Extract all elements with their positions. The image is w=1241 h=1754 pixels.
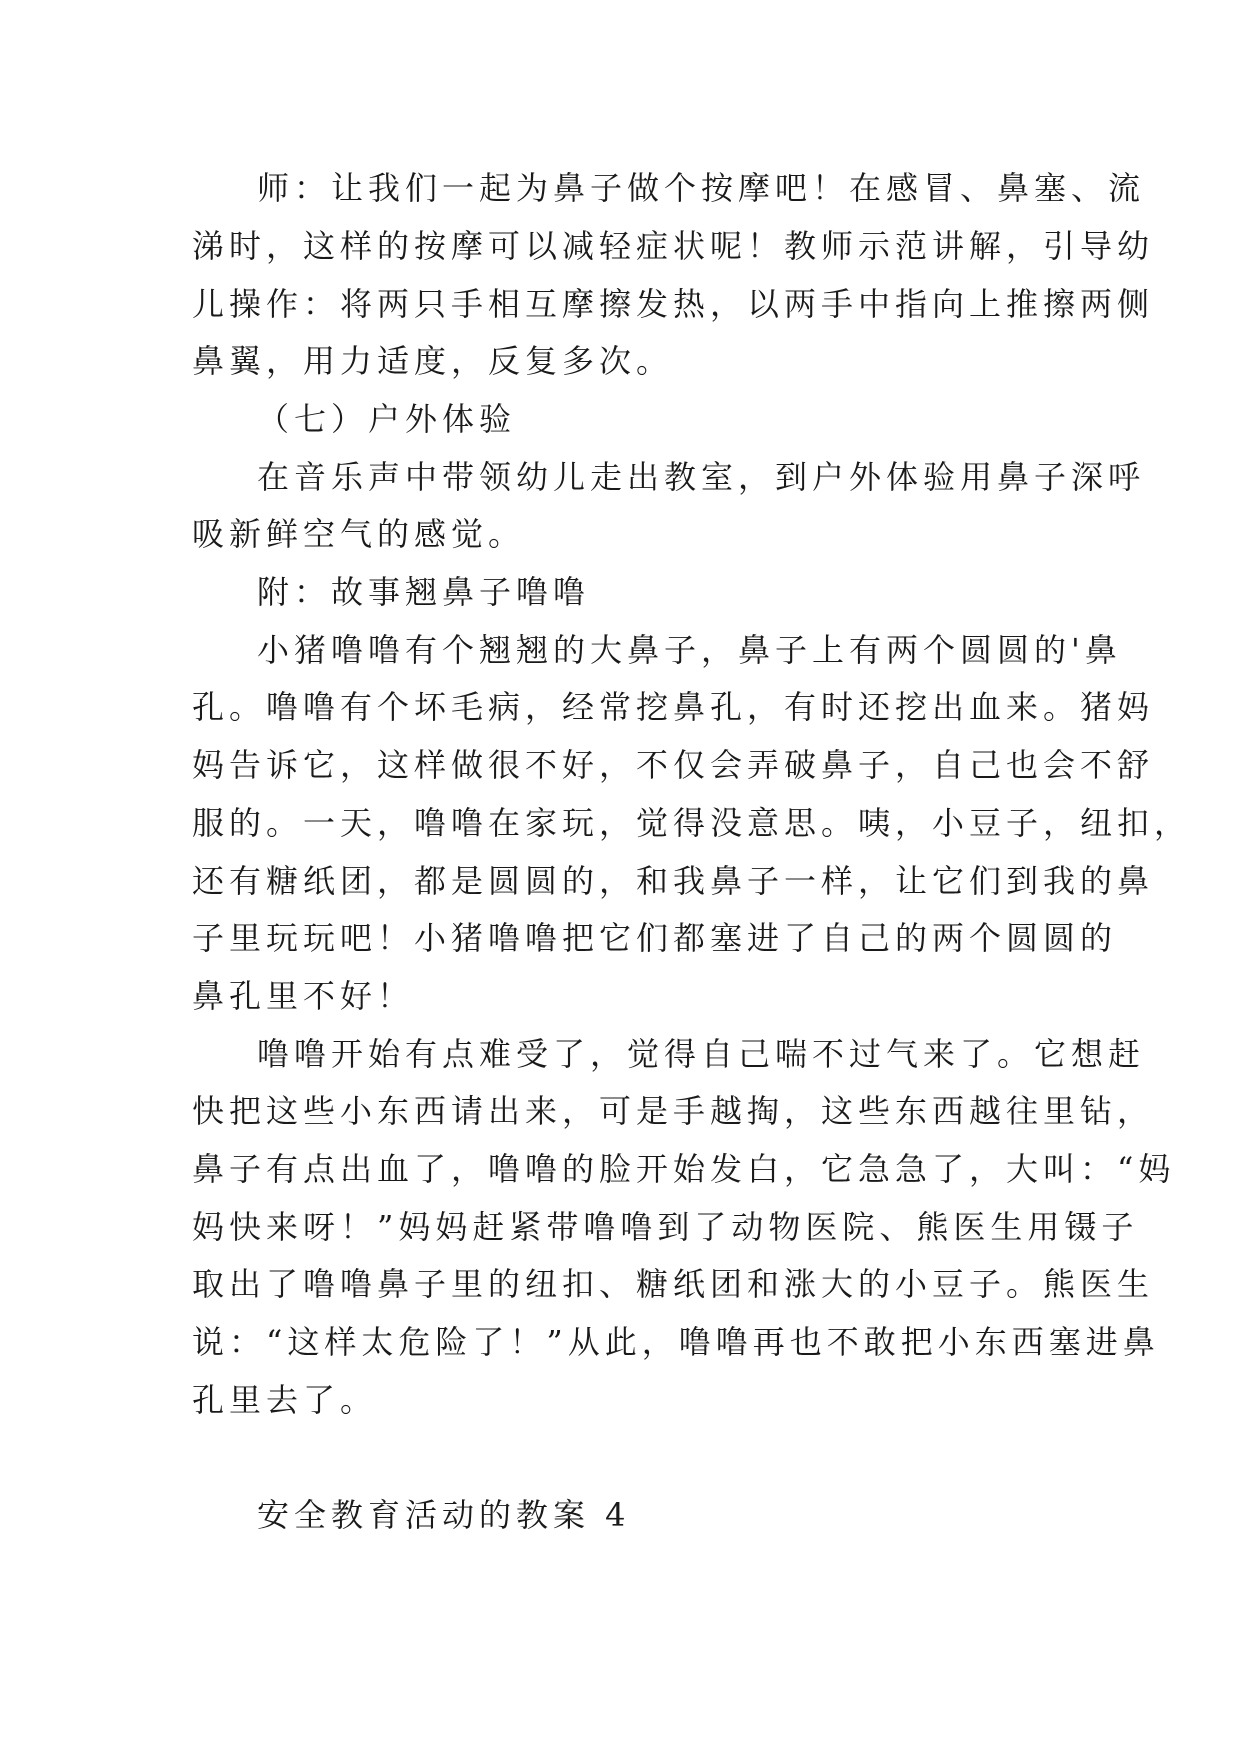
paragraph-line: 子里玩玩吧！小猪噜噜把它们都塞进了自己的两个圆圆的 — [192, 919, 1118, 957]
paragraph-line: 说：“这样太危险了！”从此，噜噜再也不敢把小东西塞进鼻 — [192, 1323, 1160, 1361]
paragraph-line: 快把这些小东西请出来，可是手越掏，这些东西越往里钻， — [192, 1092, 1155, 1130]
paragraph-line: 在音乐声中带领幼儿走出教室，到户外体验用鼻子深呼 — [257, 458, 1146, 496]
paragraph-line: 师：让我们一起为鼻子做个按摩吧！在感冒、鼻塞、流 — [257, 169, 1146, 207]
paragraph-line: 取出了噜噜鼻子里的纽扣、糖纸团和涨大的小豆子。熊医生 — [192, 1265, 1155, 1303]
paragraph-line: 还有糖纸团，都是圆圆的，和我鼻子一样，让它们到我的鼻 — [192, 862, 1155, 900]
section-heading: （七）户外体验 — [257, 400, 517, 438]
paragraph-line: 涕时，这样的按摩可以减轻症状呢！教师示范讲解，引导幼 — [192, 227, 1155, 265]
paragraph-line: 噜噜开始有点难受了，觉得自己喘不过气来了。它想赶 — [257, 1035, 1146, 1073]
paragraph-line: 孔里去了。 — [192, 1381, 378, 1419]
paragraph-line: 儿操作：将两只手相互摩擦发热，以两手中指向上推擦两侧 — [192, 285, 1155, 323]
paragraph-line: 妈告诉它，这样做很不好，不仅会弄破鼻子，自己也会不舒 — [192, 746, 1155, 784]
paragraph-line: 妈快来呀！”妈妈赶紧带噜噜到了动物医院、熊医生用镊子 — [192, 1208, 1139, 1246]
story-title: 附：故事翘鼻子噜噜 — [257, 573, 591, 611]
paragraph-line: 服的。一天，噜噜在家玩，觉得没意思。咦，小豆子，纽扣， — [192, 804, 1192, 842]
paragraph-line: 孔。噜噜有个坏毛病，经常挖鼻孔，有时还挖出血来。猪妈 — [192, 688, 1155, 726]
paragraph-line: 鼻翼，用力适度，反复多次。 — [192, 342, 674, 380]
paragraph-line: 鼻子有点出血了，噜噜的脸开始发白，它急急了，大叫：“妈 — [192, 1150, 1176, 1188]
section-heading: 安全教育活动的教案 4 — [257, 1496, 631, 1534]
paragraph-line: 鼻孔里不好！ — [192, 977, 415, 1015]
paragraph-line: 吸新鲜空气的感觉。 — [192, 515, 526, 553]
paragraph-line: 小猪噜噜有个翘翘的大鼻子，鼻子上有两个圆圆的'鼻 — [257, 631, 1122, 669]
